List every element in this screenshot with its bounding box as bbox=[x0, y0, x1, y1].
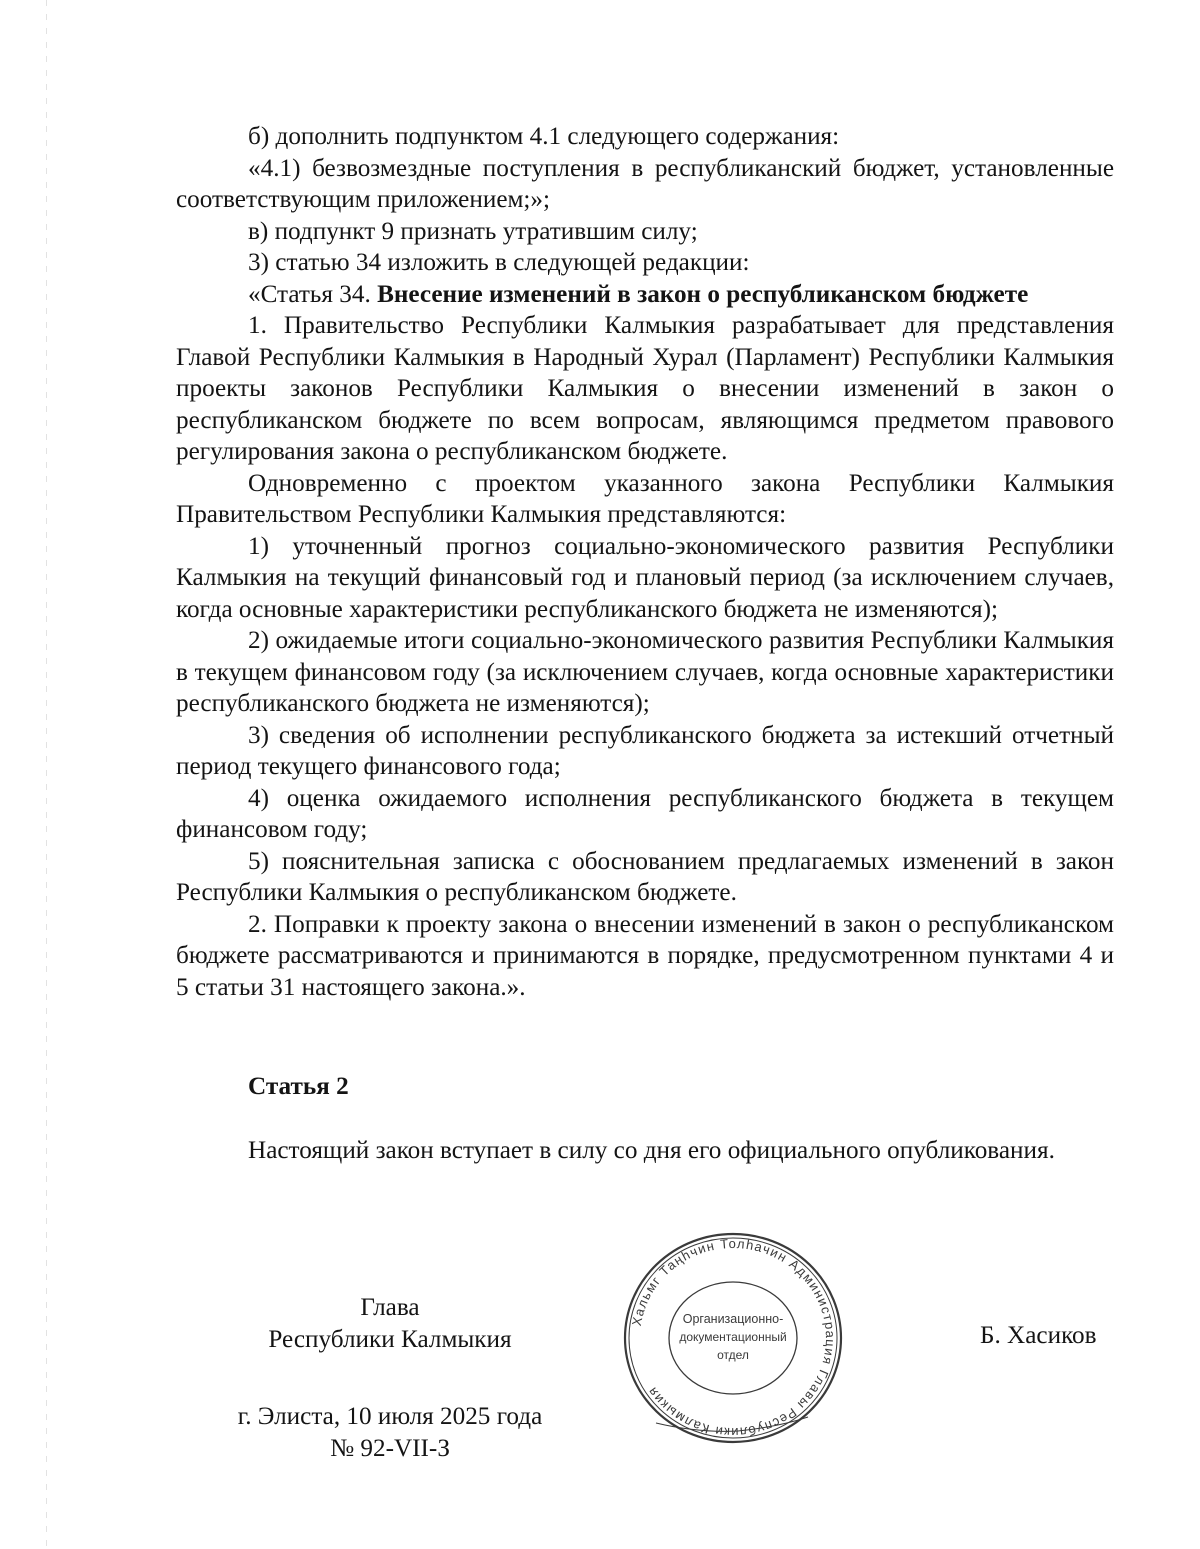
simultaneous-submission: Одновременно с проектом указанного закона Республики Калмыкия Правительством Республики Калмыкия представляются: bbox=[176, 469, 1114, 528]
paragraph-4-1: «4.1) безвозмездные поступления в республиканский бюджет, установленные соответствующим приложением;»; bbox=[176, 154, 1114, 213]
law-number: № 92-VII-З bbox=[330, 1434, 450, 1462]
seal-ring-text: Хальмг Таңһчин Толһачин Администрация Главы Республики Калмыкия bbox=[628, 1235, 839, 1441]
list-item-2: 2) ожидаемые итоги социально-экономического развития Республики Калмыкия в текущем финансовом году (за исключением случаев, когда основные характеристики республиканского бюджета не изменяются); bbox=[176, 627, 1114, 717]
article-34-lead: «Статья 34. bbox=[248, 280, 378, 308]
paragraph-v: в) подпункт 9 признать утратившим силу; bbox=[248, 217, 698, 245]
list-item-5: 5) пояснительная записка с обоснованием предлагаемых изменений в закон Республики Калмыкия о республиканском бюджете. bbox=[176, 847, 1114, 906]
scan-edge-line bbox=[46, 0, 47, 1549]
paragraph-b: б) дополнить подпунктом 4.1 следующего содержания: bbox=[248, 123, 840, 150]
article-2-text: Настоящий закон вступает в силу со дня его официального опубликования. bbox=[248, 1137, 1055, 1164]
seal-inner-line1: Организационно- bbox=[682, 1312, 784, 1326]
article-2-body bbox=[176, 1135, 1114, 1167]
amendments-text bbox=[176, 121, 1114, 1003]
article-34-point-2: 2. Поправки к проекту закона о внесении изменений в закон о республиканском бюджете рассматриваются и принимаются в порядке, предусмотренном пунктами 4 и 5 статьи 31 настоящего закона.». bbox=[176, 910, 1114, 1001]
signatory-position-line2: Республики Калмыкия bbox=[268, 1325, 512, 1353]
signatory-position-line1: Глава bbox=[360, 1294, 420, 1321]
signatory-block bbox=[230, 1292, 550, 1464]
list-item-4: 4) оценка ожидаемого исполнения республиканского бюджета в текущем финансовом году; bbox=[176, 784, 1114, 843]
place-date: г. Элиста, 10 июля 2025 года bbox=[237, 1403, 543, 1430]
article-34-title: Внесение изменений в закон о республиканском бюджете bbox=[377, 280, 1029, 308]
seal-inner-line2: документационный bbox=[679, 1330, 787, 1344]
article-2-heading: Статья 2 bbox=[248, 1073, 349, 1100]
official-seal bbox=[618, 1231, 848, 1446]
seal-inner-line3: отдел bbox=[717, 1348, 749, 1362]
article-34-point-1: 1. Правительство Республики Калмыкия разрабатывает для представления Главой Республики Калмыкия в Народный Хурал (Парламент) Республики Калмыкия проекты законов Республики Калмыкия о внесении изменений в закон о республиканском бюджете по всем вопросам, являющимся предметом правового регулирования закона о республиканском бюджете. bbox=[176, 312, 1114, 465]
signatory-name: Б. Хасиков bbox=[980, 1322, 1097, 1349]
list-item-1: 1) уточненный прогноз социально-экономического развития Республики Калмыкия на текущий финансовый год и плановый период (за исключением случаев, когда основные характеристики республиканского бюджета не изменяются); bbox=[176, 532, 1114, 623]
paragraph-3: 3) статью 34 изложить в следующей редакции: bbox=[248, 249, 750, 276]
list-item-3: 3) сведения об исполнении республиканского бюджета за истекший отчетный период текущего финансового года; bbox=[176, 721, 1114, 780]
article-34-title-line bbox=[176, 279, 1114, 311]
